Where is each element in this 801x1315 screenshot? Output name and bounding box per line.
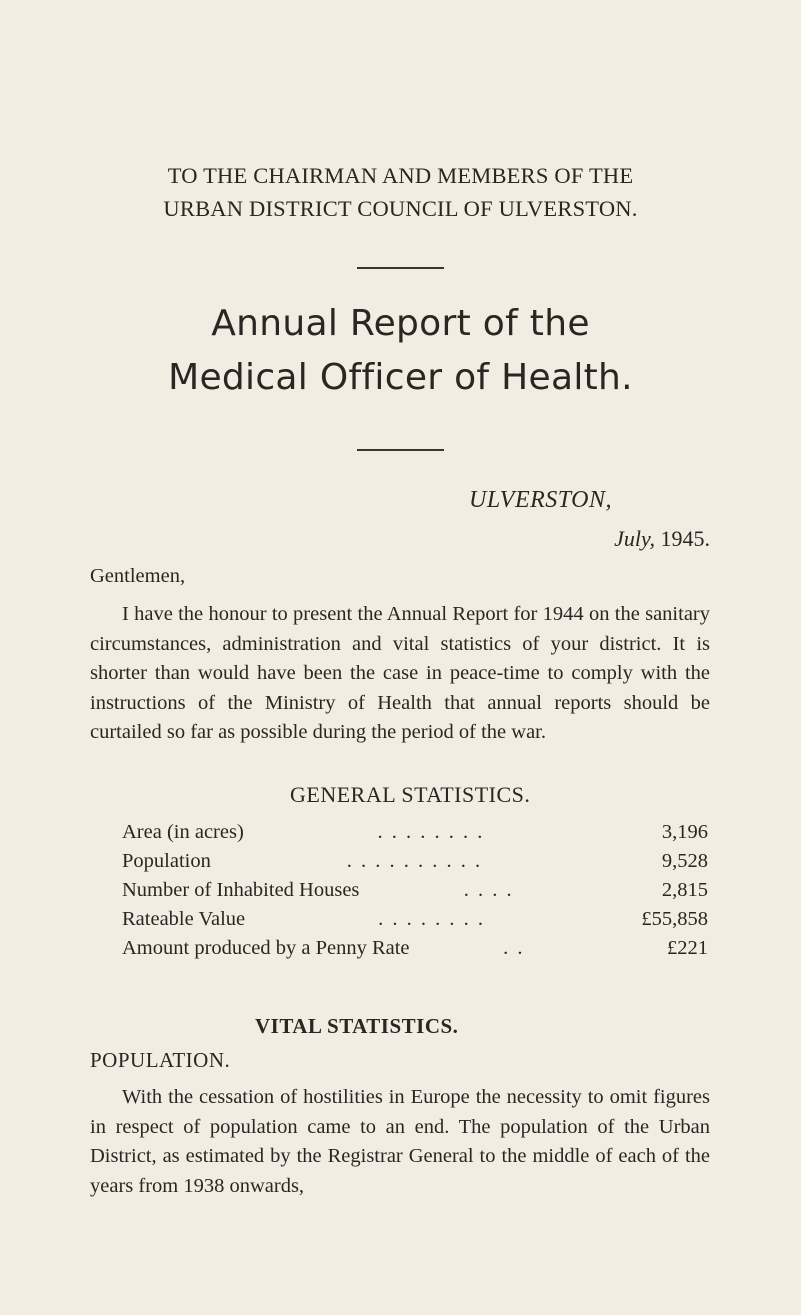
stats-row-rateable-value bbox=[122, 905, 708, 934]
stats-label: Population bbox=[122, 850, 211, 872]
stats-label: Area (in acres) bbox=[122, 821, 244, 843]
stats-value: £221 bbox=[666, 937, 708, 959]
stats-leader: . . . . . . . . . . bbox=[346, 850, 483, 872]
stats-value: 2,815 bbox=[661, 879, 708, 901]
stats-label: Amount produced by a Penny Rate bbox=[122, 937, 410, 959]
address-line-2: URBAN DISTRICT COUNCIL OF ULVERSTON. bbox=[163, 196, 638, 221]
population-subheading: POPULATION. bbox=[90, 1048, 231, 1072]
intro-paragraph bbox=[90, 600, 710, 748]
stats-label: Rateable Value bbox=[122, 908, 246, 930]
dateline-date bbox=[560, 526, 710, 552]
dateline-month: July, bbox=[614, 526, 655, 551]
stats-leader: . . . . . . . . bbox=[378, 908, 485, 930]
stats-row-houses bbox=[122, 876, 708, 905]
stats-value: 9,528 bbox=[661, 850, 708, 872]
stats-row-area bbox=[122, 818, 708, 847]
population-paragraph bbox=[90, 1083, 710, 1201]
stats-leader: . . . . . . . . bbox=[377, 821, 485, 843]
dateline-place: ULVERSTON, bbox=[469, 487, 613, 513]
stats-value: £55,858 bbox=[641, 908, 708, 930]
vital-statistics-heading: VITAL STATISTICS. bbox=[255, 1014, 459, 1038]
intro-text: I have the honour to present the Annual Report for 1944 on the sanitary circumstances, administration and vital statistics of your district. It is shorter than would have been the case in peace-time to comply with the instructions of the Ministry of Health that annual reports should be curtailed so far as possible during the period of the war. bbox=[90, 603, 710, 743]
general-statistics-heading: GENERAL STATISTICS. bbox=[290, 782, 531, 807]
population-text: With the cessation of hostilities in Europe the necessity to omit figures in respect of population came to an end. The population of the Urban District, as estimated by the Registrar General to the middle of each of the years from 1938 onwards, bbox=[90, 1086, 710, 1197]
address-line-1: TO THE CHAIRMAN AND MEMBERS OF THE bbox=[167, 163, 634, 188]
report-title-line-1: Annual Report of the bbox=[211, 303, 590, 344]
stats-label: Number of Inhabited Houses bbox=[122, 879, 360, 901]
general-statistics-table bbox=[122, 818, 708, 963]
stats-value: 3,196 bbox=[661, 821, 708, 843]
stats-row-population bbox=[122, 847, 708, 876]
stats-leader: . . . . bbox=[463, 879, 514, 901]
dateline-year: 1945. bbox=[660, 526, 710, 551]
divider-bottom bbox=[357, 449, 444, 451]
report-title-line-2: Medical Officer of Health. bbox=[168, 357, 633, 398]
stats-row-penny-rate bbox=[122, 934, 708, 963]
greeting: Gentlemen, bbox=[90, 565, 186, 587]
divider-top bbox=[357, 267, 444, 269]
stats-leader: . . bbox=[503, 937, 525, 959]
